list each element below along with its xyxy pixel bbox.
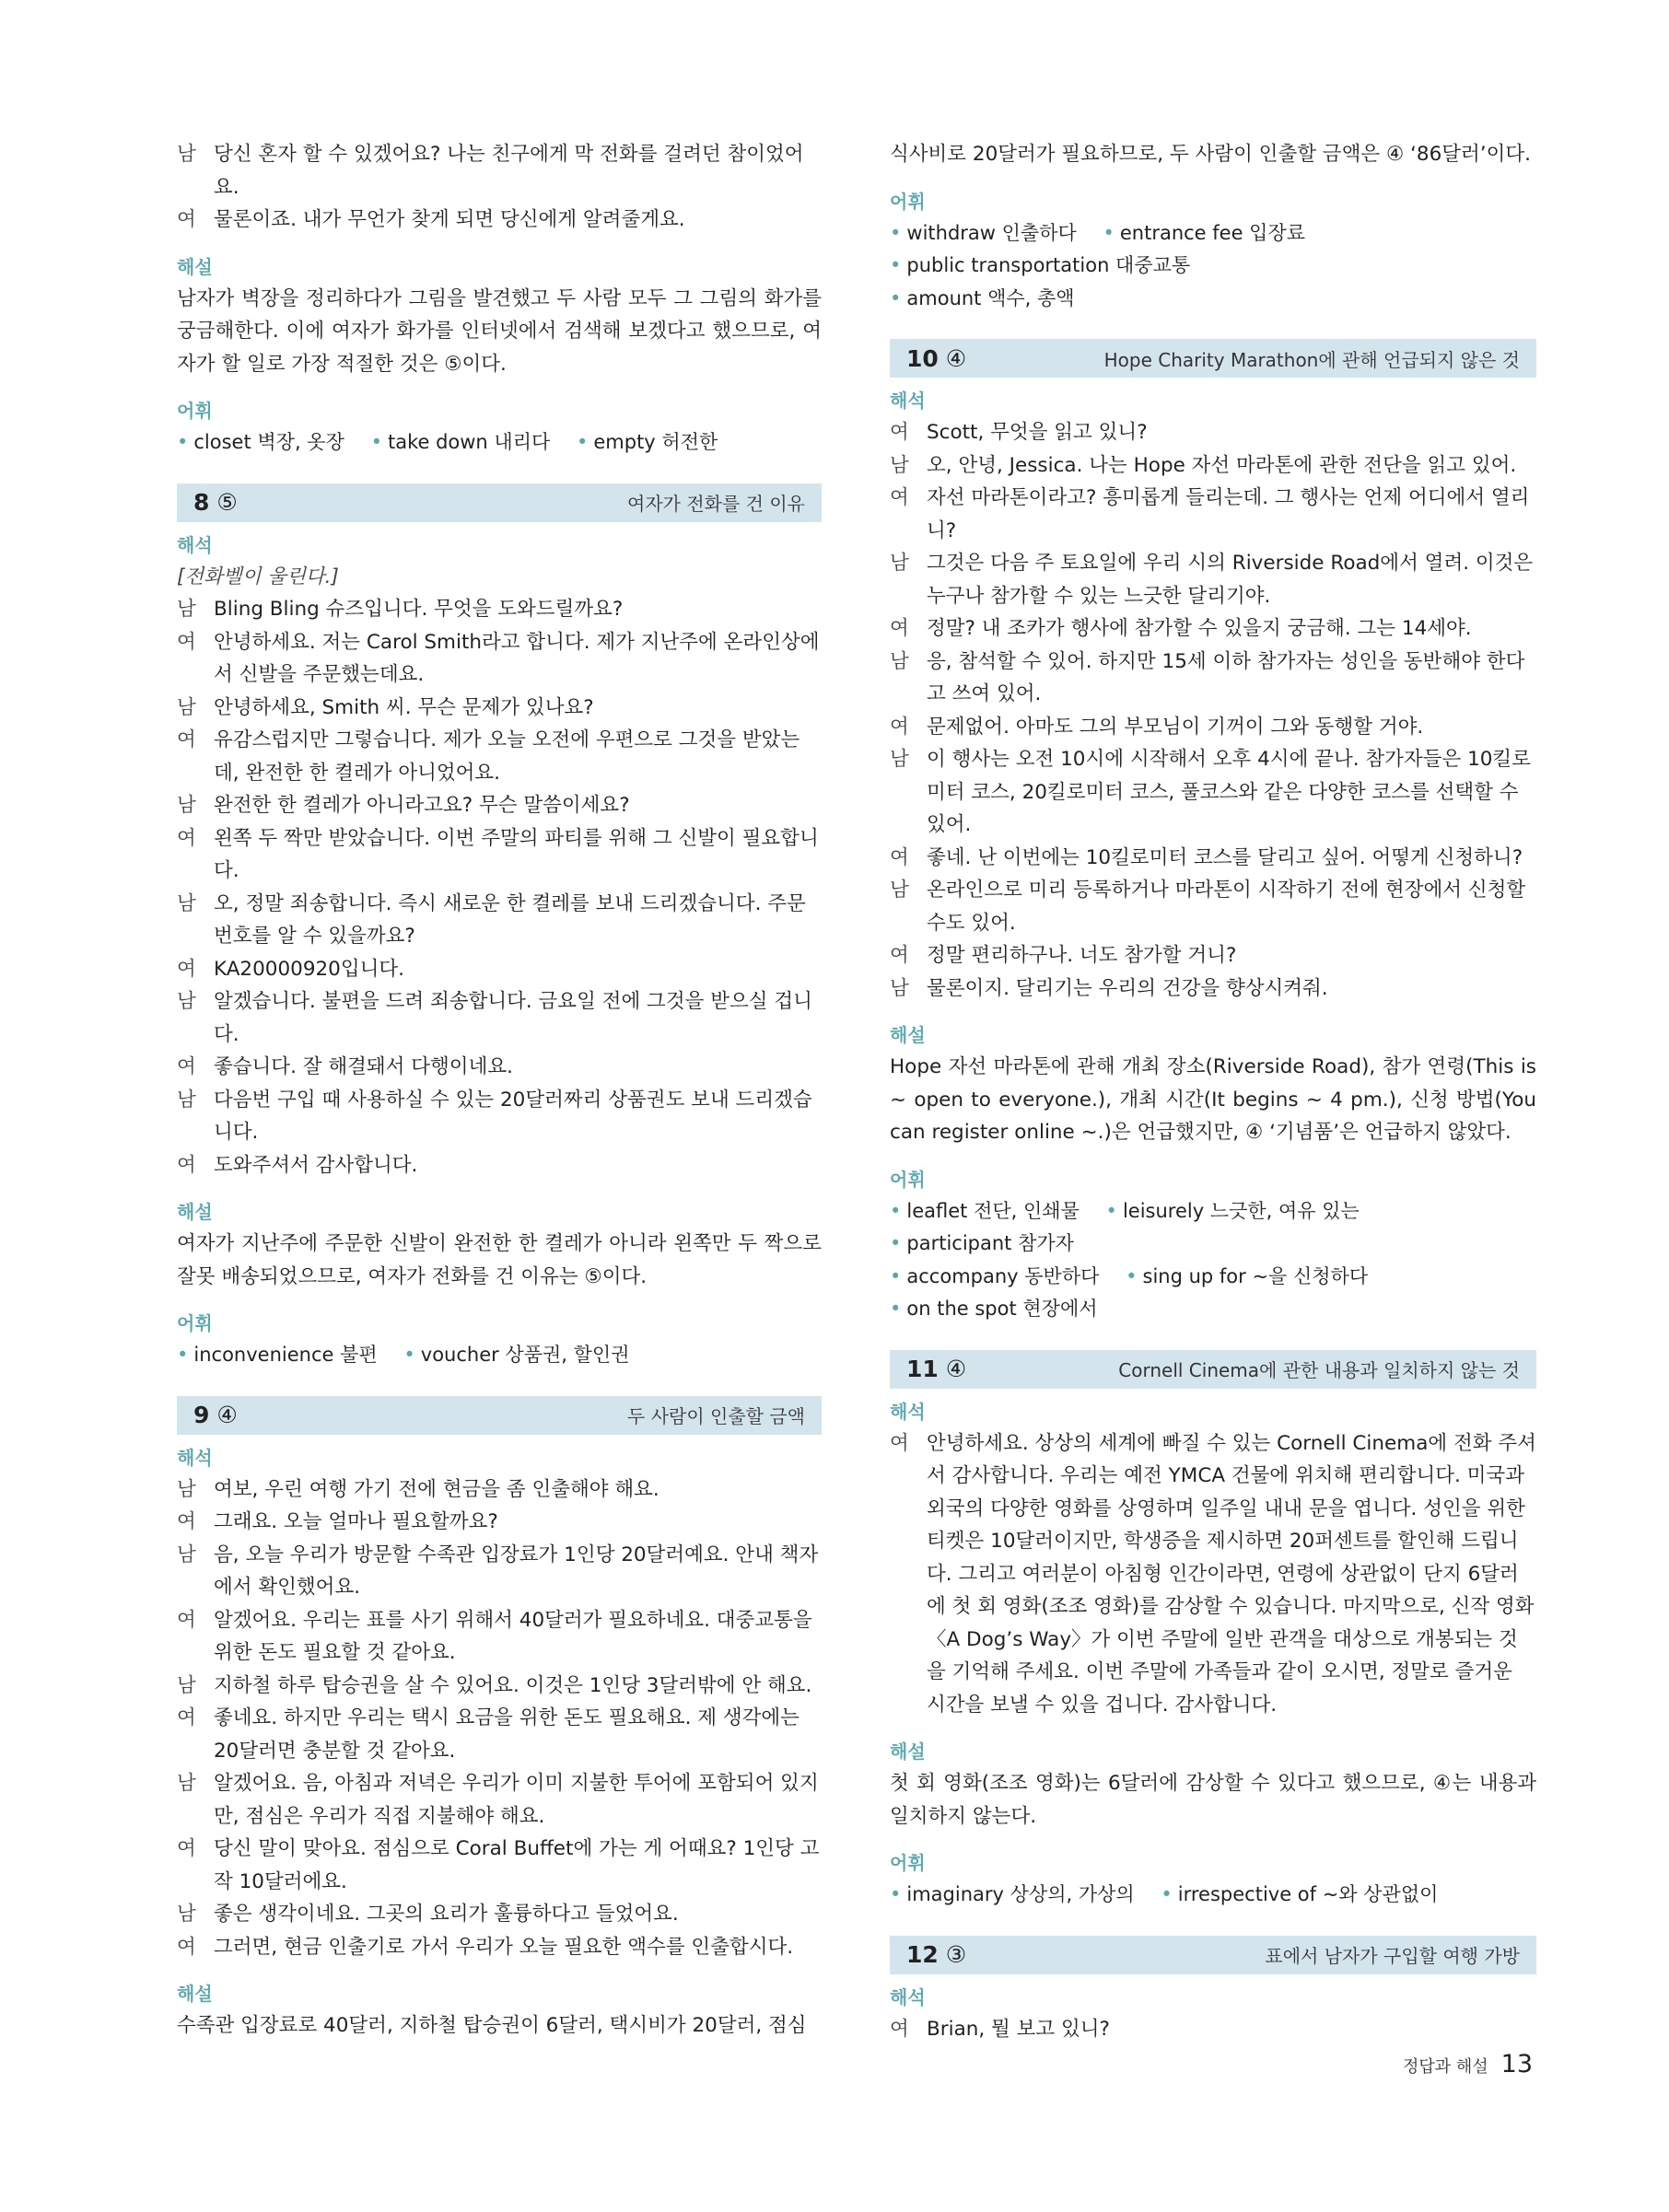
vocab-list <box>890 1195 1536 1326</box>
dialogue-line <box>177 888 822 953</box>
dialogue-line <box>177 1473 822 1507</box>
dialogue-line <box>177 1767 822 1833</box>
dialogue-line <box>177 692 822 725</box>
dialogue-text: 좋네요. 하지만 우리는 택시 요금을 위한 돈도 필요해요. 제 생각에는 20달러면 충분할 것 같아요. <box>214 1706 799 1763</box>
dialogue-line <box>890 2013 1536 2046</box>
question-number: 12 ③ <box>906 1941 967 1968</box>
speaker: 남 <box>177 1477 196 1501</box>
dialogue-line <box>890 612 1536 646</box>
vocab-item: • sing up for ~을 신청하다 <box>1126 1264 1369 1287</box>
dialogue-text: 정말? 내 조카가 행사에 참가할 수 있을지 궁금해. 그는 14세야. <box>927 617 1472 640</box>
speaker: 남 <box>177 1772 196 1795</box>
dialogue-text: 안녕하세요, Smith 씨. 무슨 문제가 있나요? <box>214 695 594 719</box>
dialogue-text: 완전한 한 켤레가 아니라고요? 무슨 말씀이세요? <box>214 794 630 817</box>
dialogue-text: 알겠습니다. 불편을 드려 죄송합니다. 금요일 전에 그것을 받으실 겁니다. <box>214 990 812 1046</box>
dialogue-line <box>177 1604 822 1670</box>
section-label: 해설 <box>177 255 213 278</box>
answer-mark: ④ <box>216 1402 238 1428</box>
section-label: 해석 <box>177 533 213 556</box>
dialogue-line <box>890 743 1536 842</box>
dialogue-text: 정말 편리하구나. 너도 참가할 거니? <box>927 944 1237 967</box>
section-label: 해석 <box>890 1400 926 1423</box>
vocab-list <box>177 1339 822 1372</box>
speaker: 여 <box>177 957 196 981</box>
dialogue-text: 오, 정말 죄송합니다. 즉시 새로운 한 켤레를 보내 드리겠습니다. 주문번호를 알 수 있을까요? <box>214 891 806 948</box>
speaker: 여 <box>177 1608 196 1632</box>
speaker: 여 <box>890 1431 909 1455</box>
page-number: 13 <box>1500 2050 1533 2078</box>
dialogue-line <box>890 482 1536 547</box>
vocab-list <box>890 217 1536 316</box>
dialogue-text: 그러면, 현금 인출기로 가서 우리가 오늘 필요한 액수를 인출합시다. <box>214 1935 794 1959</box>
dialogue <box>890 1427 1536 1722</box>
speaker: 여 <box>177 1837 196 1860</box>
question-title: 두 사람이 인출할 금액 <box>627 1405 805 1427</box>
answer-mark: ⑤ <box>216 489 238 516</box>
question-number: 10 ④ <box>906 344 967 372</box>
dialogue-text: 도와주셔서 감사합니다. <box>214 1153 418 1177</box>
dialogue-line <box>177 953 822 986</box>
question-header-9 <box>177 1396 822 1435</box>
page-footer <box>1403 2050 1533 2078</box>
answer-mark: ③ <box>945 1941 967 1968</box>
vocab-item: • on the spot 현장에서 <box>890 1298 1098 1320</box>
dialogue-line <box>890 874 1536 939</box>
vocab-item: • irrespective of ~와 상관없이 <box>1161 1883 1439 1905</box>
speaker: 여 <box>177 1055 196 1078</box>
speaker: 여 <box>177 826 196 850</box>
dialogue-line <box>177 1670 822 1703</box>
explanation-text: 남자가 벽장을 정리하다가 그림을 발견했고 두 사람 모두 그 그림의 화가를 궁금해한다. 이에 여자가 화가를 인터넷에서 검색해 보겠다고 했으므로, 여자가 할 일로 가장 적절한 것은 ⑤이다. <box>177 286 822 376</box>
dialogue-text: 좋네. 난 이번에는 10킬로미터 코스를 달리고 싶어. 어떻게 신청하니? <box>927 845 1523 869</box>
vocab-item: • empty 허전한 <box>576 431 718 453</box>
vocab-item: • imaginary 상상의, 가상의 <box>890 1883 1135 1905</box>
dialogue-line <box>177 789 822 822</box>
question-title: Hope Charity Marathon에 관해 언급되지 않은 것 <box>1103 348 1520 371</box>
footer-label: 정답과 해설 <box>1402 2057 1488 2077</box>
explanation-text: 첫 회 영화(조조 영화)는 6달러에 감상할 수 있다고 했으므로, ④는 내용과 일치하지 않는다. <box>890 1772 1536 1828</box>
question-header-12 <box>890 1936 1536 1974</box>
vocab-item: • amount 액수, 총액 <box>890 286 1075 309</box>
dialogue-line <box>177 138 822 204</box>
dialogue-text: 여보, 우린 여행 가기 전에 현금을 좀 인출해야 해요. <box>214 1477 659 1501</box>
speaker: 남 <box>177 794 196 817</box>
speaker: 남 <box>890 976 909 1000</box>
dialogue-text: KA20000920입니다. <box>214 957 405 981</box>
dialogue-line <box>890 711 1536 744</box>
dialogue-text: 문제없어. 아마도 그의 부모님이 기꺼이 그와 동행할 거야. <box>927 715 1424 739</box>
vocab-item: • closet 벽장, 옷장 <box>177 431 344 453</box>
vocab-item: • inconvenience 불편 <box>177 1344 378 1366</box>
speaker: 여 <box>890 845 909 869</box>
explanation-text: 수족관 입장료로 40달러, 지하철 탑승권이 6달러, 택시비가 20달러, 점심 <box>177 2014 807 2037</box>
explanation-text: Hope 자선 마라톤에 관해 개최 장소(Riverside Road), 참가 연령(This is ~ open to everyone.), 개최 시간(It begins ~ 4 pm.), 신청 방법(You can register online ~.)은 언급했지만, ④ ‘기념품’은 언급하지 않았다. <box>890 1055 1536 1144</box>
vocab-item: • public transportation 대중교통 <box>890 254 1191 276</box>
vocab-list <box>177 426 822 460</box>
question-number: 8 ⑤ <box>193 489 238 516</box>
dialogue-line <box>890 972 1536 1006</box>
dialogue-text: Bling Bling 슈즈입니다. 무엇을 도와드릴까요? <box>214 598 624 621</box>
speaker: 여 <box>890 715 909 739</box>
dialogue-line <box>177 822 822 888</box>
dialogue-line <box>177 1931 822 1964</box>
dialogue-line <box>890 1427 1536 1722</box>
dialogue-text: 그래요. 오늘 얼마나 필요할까요? <box>214 1510 498 1533</box>
dialogue-text: 당신 혼자 할 수 있겠어요? 나는 친구에게 막 전화를 걸려던 참이었어요. <box>214 143 804 199</box>
dialogue-text: 지하철 하루 탑승권을 살 수 있어요. 이것은 1인당 3달러밖에 안 해요. <box>214 1673 812 1697</box>
dialogue-line <box>890 449 1536 483</box>
speaker: 여 <box>177 1153 196 1177</box>
section-label: 해설 <box>177 1201 213 1223</box>
speaker: 여 <box>177 208 196 231</box>
dialogue-line <box>890 416 1536 449</box>
explanation-text: 식사비로 20달러가 필요하므로, 두 사람이 인출할 금액은 ④ ‘86달러’이다. <box>890 143 1531 166</box>
dialogue-text: 그것은 다음 주 토요일에 우리 시의 Riverside Road에서 열려. 이것은 누구나 참가할 수 있는 느긋한 달리기야. <box>927 552 1534 608</box>
dialogue-text: 물론이죠. 내가 무언가 찾게 되면 당신에게 알려줄게요. <box>214 208 685 231</box>
vocab-item: • entrance fee 입장료 <box>1103 221 1306 244</box>
question-title: Cornell Cinema에 관한 내용과 일치하지 않는 것 <box>1118 1359 1520 1381</box>
dialogue-line <box>177 626 822 692</box>
dialogue <box>177 1473 822 1964</box>
section-label: 어휘 <box>890 190 926 213</box>
question-title: 표에서 남자가 구입할 여행 가방 <box>1265 1945 1520 1967</box>
question-number: 9 ④ <box>193 1402 238 1428</box>
speaker: 남 <box>177 990 196 1013</box>
speaker: 남 <box>890 552 909 575</box>
section-label: 어휘 <box>177 1312 213 1334</box>
speaker: 남 <box>890 649 909 673</box>
speaker: 남 <box>177 891 196 915</box>
dialogue-line <box>177 1833 822 1898</box>
speaker: 여 <box>890 944 909 967</box>
speaker: 여 <box>890 486 909 509</box>
section-label: 해설 <box>177 1983 213 2005</box>
speaker: 남 <box>177 598 196 621</box>
dialogue-text: 좋은 생각이네요. 그곳의 요리가 훌륭하다고 들었어요. <box>214 1903 679 1926</box>
dialogue-text: 오, 안녕, Jessica. 나는 Hope 자선 마라톤에 관한 전단을 읽고 있어. <box>927 453 1517 477</box>
dialogue-line <box>890 547 1536 612</box>
answer-mark: ④ <box>945 344 967 372</box>
vocab-item: • participant 참가자 <box>890 1232 1074 1254</box>
dialogue-line <box>177 1539 822 1604</box>
stage-direction: [전화벨이 울린다.] <box>177 565 339 588</box>
speaker: 여 <box>177 1510 196 1533</box>
dialogue-text: 당신 말이 맞아요. 점심으로 Coral Buffet에 가는 게 어때요? 1인당 고작 10달러에요. <box>214 1837 820 1893</box>
dialogue-line <box>177 593 822 626</box>
dialogue-text: 유감스럽지만 그렇습니다. 제가 오늘 오전에 우편으로 그것을 받았는데, 완전한 한 켤레가 아니었어요. <box>214 728 800 785</box>
dialogue-line <box>177 724 822 789</box>
dialogue-line <box>177 204 822 237</box>
question-title: 여자가 전화를 건 이유 <box>627 493 805 515</box>
speaker: 여 <box>177 1935 196 1959</box>
section-label: 어휘 <box>890 1852 926 1874</box>
dialogue-text: 이 행사는 오전 10시에 시작해서 오후 4시에 끝나. 참가자들은 10킬로미터 코스, 20킬로미터 코스, 풀코스와 같은 다양한 코스를 선택할 수 있어. <box>927 748 1531 836</box>
dialogue-line <box>177 1149 822 1182</box>
section-label: 어휘 <box>890 1168 926 1191</box>
dialogue-line <box>177 1506 822 1539</box>
speaker: 남 <box>890 748 909 771</box>
question-header-8 <box>177 483 822 522</box>
dialogue-text: 왼쪽 두 짝만 받았습니다. 이번 주말의 파티를 위해 그 신발이 필요합니다. <box>214 826 819 882</box>
speaker: 여 <box>177 630 196 654</box>
speaker: 남 <box>890 453 909 477</box>
vocab-item: • voucher 상품권, 할인권 <box>403 1344 630 1366</box>
vocab-item: • leaflet 전단, 인쇄물 <box>890 1199 1080 1222</box>
explanation-text: 여자가 지난주에 주문한 신발이 완전한 한 켤레가 아니라 왼쪽만 두 짝으로 잘못 배송되었으므로, 여자가 전화를 건 이유는 ⑤이다. <box>177 1232 822 1288</box>
dialogue-text: 안녕하세요. 저는 Carol Smith라고 합니다. 제가 지난주에 온라인상에서 신발을 주문했는데요. <box>214 630 820 686</box>
dialogue-line <box>177 985 822 1051</box>
dialogue-text: 다음번 구입 때 사용하실 수 있는 20달러짜리 상품권도 보내 드리겠습니다. <box>214 1088 812 1144</box>
answer-mark: ④ <box>945 1356 967 1382</box>
speaker: 남 <box>177 1088 196 1112</box>
dialogue-text: 온라인으로 미리 등록하거나 마라톤이 시작하기 전에 현장에서 신청할 수도 있어. <box>927 879 1526 935</box>
section-label: 해석 <box>177 1446 213 1469</box>
section-label: 어휘 <box>177 400 213 422</box>
speaker: 남 <box>177 143 196 166</box>
dialogue-text: 물론이지. 달리기는 우리의 건강을 향상시켜줘. <box>927 976 1328 1000</box>
dialogue-line <box>177 1702 822 1767</box>
dialogue-text: Brian, 뭘 보고 있니? <box>927 2017 1110 2041</box>
speaker: 남 <box>890 879 909 902</box>
question-number: 11 ④ <box>906 1356 967 1382</box>
speaker: 여 <box>177 1706 196 1729</box>
section-label: 해석 <box>890 390 926 412</box>
section-label: 해석 <box>890 1985 926 2008</box>
speaker: 남 <box>177 1673 196 1697</box>
dialogue-text: 알겠어요. 우리는 표를 사기 위해서 40달러가 필요하네요. 대중교통을 위한 돈도 필요할 것 같아요. <box>214 1608 812 1664</box>
section-label: 해설 <box>890 1024 926 1046</box>
speaker: 여 <box>890 2017 909 2041</box>
right-column <box>890 138 1536 2045</box>
dialogue-line <box>177 1898 822 1931</box>
vocab-item: • accompany 동반하다 <box>890 1264 1100 1287</box>
dialogue-text: 응, 참석할 수 있어. 하지만 15세 이하 참가자는 성인을 동반해야 한다고 쓰여 있어. <box>927 649 1525 705</box>
dialogue-text: 알겠어요. 음, 아침과 저녁은 우리가 이미 지불한 투어에 포함되어 있지만, 점심은 우리가 직접 지불해야 해요. <box>214 1772 819 1828</box>
dialogue-text: Scott, 무엇을 읽고 있니? <box>927 421 1148 444</box>
dialogue-line <box>177 1051 822 1084</box>
speaker: 여 <box>890 421 909 444</box>
section-label: 해설 <box>890 1740 926 1763</box>
dialogue <box>890 416 1536 1005</box>
vocab-item: • withdraw 인출하다 <box>890 221 1077 244</box>
speaker: 여 <box>890 617 909 640</box>
dialogue-text: 좋습니다. 잘 해결돼서 다행이네요. <box>214 1055 513 1078</box>
dialogue-text: 자선 마라톤이라고? 흥미롭게 들리는데. 그 행사는 언제 어디에서 열리니? <box>927 486 1530 542</box>
speaker: 남 <box>177 695 196 719</box>
dialogue <box>177 593 822 1182</box>
dialogue-line <box>890 939 1536 972</box>
question-header-11 <box>890 1350 1536 1389</box>
dialogue-text: 음, 오늘 우리가 방문할 수족관 입장료가 1인당 20달러예요. 안내 책자에서 확인했어요. <box>214 1543 819 1599</box>
speaker: 남 <box>177 1903 196 1926</box>
speaker: 남 <box>177 1543 196 1566</box>
dialogue-line <box>177 1084 822 1149</box>
left-column <box>177 138 822 2043</box>
vocab-item: • take down 내리다 <box>370 431 551 453</box>
vocab-item: • leisurely 느긋한, 여유 있는 <box>1105 1199 1360 1222</box>
question-header-10 <box>890 339 1536 378</box>
dialogue-line <box>890 646 1536 711</box>
speaker: 여 <box>177 728 196 751</box>
vocab-list <box>890 1879 1536 1912</box>
dialogue-text: 안녕하세요. 상상의 세계에 빠질 수 있는 Cornell Cinema에 전화 주셔서 감사합니다. 우리는 예전 YMCA 건물에 위치해 편리합니다. 미국과 외국의 다양한 영화를 상영하며 일주일 내내 문을 엽니다. 성인을 위한 티켓은 10달러이지만, 학생증을 제시하면 20퍼센트를 할인해 드립니다. 그리고 여러분이 아침형 인간이라면, 연령에 상관없이 단지 6달러에 첫 회 영화(조조 영화)를 감상할 수 있습니다. 마지막으로, 신작 영화 〈A Dog’s Way〉가 이번 주말에 일반 관객을 대상으로 개봉되는 것을 기억해 주세요. 이번 주말에 가족들과 같이 오시면, 정말로 즐거운 시간을 보낼 수 있을 겁니다. 감사합니다. <box>927 1431 1536 1717</box>
dialogue-line <box>890 842 1536 875</box>
dialogue <box>890 2013 1536 2046</box>
